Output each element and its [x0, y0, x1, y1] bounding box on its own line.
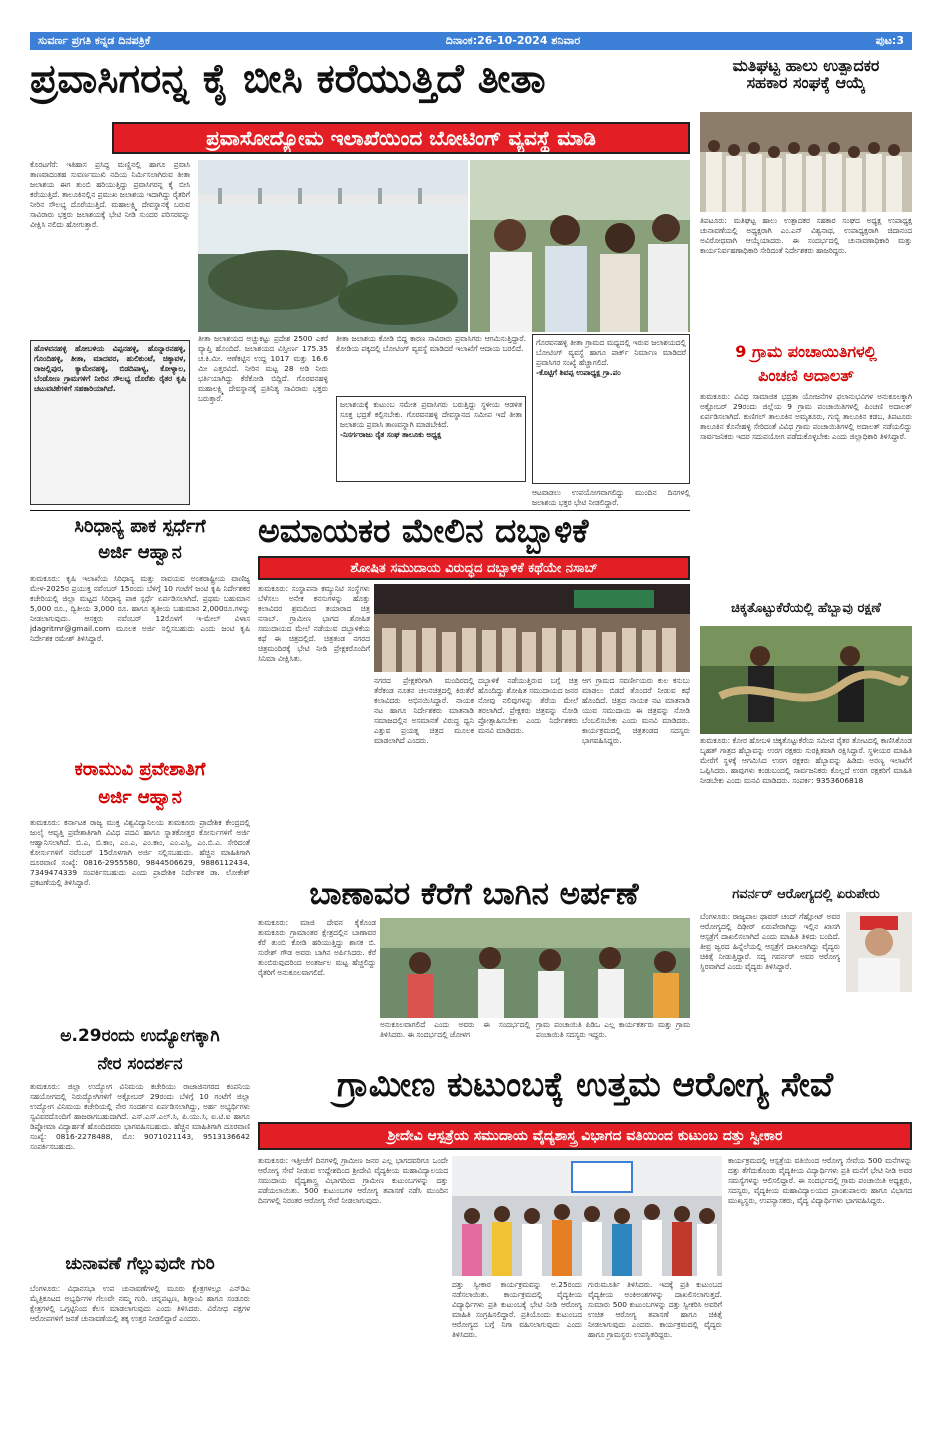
story2-headline-line2: ಸಹಕಾರ ಸಂಘಕ್ಕೆ ಆಯ್ಕೆ	[746, 72, 866, 92]
story3-body: ತುಮಕೂರು: ವಿವಿಧ ಸಾಮಾಜಿಕ ಭದ್ರತಾ ಯೋಜನೆಗಳ ಫಲಾನುಭವಿಗಳ ಅನುಕೂಲಕ್ಕಾಗಿ ಅಕ್ಟೋಬರ್ 29ರಂದು ಜಿಲ್ಲೆಯ 9 ಗ್ರಾಮ ಪಂಚಾಯಿತಿಗಳಲ್ಲಿ ಪಿಂಚಣಿ ಅದಾಲತ್ ಏರ್ಪಡಿಸಲಾಗಿದೆ. ಕುಣಿಗಲ್ ತಾಲೂಕಿನ ಅಮೃತೂರು, ಗುಬ್ಬಿ ತಾಲೂಕಿನ ಕಡಬ, ತಿಪಟೂರು ತಾಲೂಕಿನ ಕೊನೇಹಳ್ಳಿ ಸೇರಿದಂತೆ ವಿವಿಧ ಗ್ರಾಮ ಪಂಚಾಯಿತಿಗಳಲ್ಲಿ ಅದಾಲತ್ ನಡೆಯಲಿದ್ದು ಸಾರ್ವಜನಿಕರು ಇದರ ಸದುಪಯೋಗ ಪಡೆದುಕೊಳ್ಳಬೇಕು ಎಂದು ಜಿಲ್ಲಾಧಿಕಾರಿ ತಿಳಿಸಿದ್ದಾರೆ.	[700, 392, 912, 441]
hospital-adoption-photo	[452, 1156, 722, 1276]
story1-col1: ಕೊರಟಗೆರೆ: ಇತಿಹಾಸ ಪ್ರಸಿದ್ದ ಮಣ್ಣಿನಲ್ಲಿ ಹಾಗೂ ಪ್ರವಾಸಿ ತಾಣವಾದಂತಹ ಸುವರ್ಣಮುಖಿ ನದಿಯ ನಿರ್ಮಿಸಲಾಗಿರುವ ತೀತಾ ಜಲಾಶಯ ಈಗ ತುಂಬಿ ಹರಿಯುತ್ತಿದ್ದು ಪ್ರವಾಸಿಗರನ್ನ ಕೈ ಬೀಸಿ ಕರೆಯುತ್ತಿದೆ. ತಾಲೂಕಿನಲ್ಲಿನ ಪ್ರಮುಖ ಜಲಾಶಯ ಇದಾಗಿದ್ದು ರೈತರಿಗೆ ನೀರಿನ ಸೌಲಭ್ಯ ದೊರೆಯುತ್ತಿದೆ. ಮಹಾಲಕ್ಷ್ಮಿ ದೇವಸ್ಥಾನಕ್ಕೆ ಬರುವ ಸಾವಿರಾರು ಭಕ್ತರು ಜಲಾಶಯಕ್ಕೆ ಭೇಟಿ ನೀಡಿ ಸುಂದರ ಪರಿಸರವನ್ನು ವೀಕ್ಷಿಸಿ ನಲಿದು ಹೋಗುತ್ತಾರೆ.	[30, 160, 190, 229]
masthead	[30, 32, 912, 50]
governor-photo	[846, 912, 912, 992]
story2-headline	[700, 58, 912, 108]
paper-name: ಸುವರ್ಣ ಪ್ರಗತಿ ಕನ್ನಡ ದಿನಪತ್ರಿಕೆ	[38, 34, 151, 47]
story1-col4: ಆಟವಾಡಲು ಉಪಯೋಗವಾಗಲಿದ್ದು ಮುಂದಿನ ದಿನಗಳಲ್ಲಿ ಜಲಾಶಯ ಭಕ್ತರ ಭೇಟಿ ನೀಡಲಿದ್ದಾರೆ.	[532, 488, 690, 507]
story11-col2: ಅನುಕೂಲವಾಗಲಿದೆ ಎಂದು ಅವರು ಈ ಸಂದರ್ಭದಲ್ಲಿ ತಿಳಿಸಿದರು. ಈ ಸಂದರ್ಭದಲ್ಲಿ ಜೋಳಗ	[380, 1020, 530, 1039]
story12-col4: ಕಾರ್ಯಕ್ರಮದಲ್ಲಿ ಆಸ್ಪತ್ರೆಯ ವತಿಯಿಂದ ಆರೋಗ್ಯ ಸೇವೆಯ 500 ಮನೆಗಳನ್ನು ದತ್ತು ತೆಗೆದುಕೊಂಡು ವೈದ್ಯಕೀಯ ವಿದ್ಯಾರ್ಥಿಗಳು ಪ್ರತಿ ಮನೆಗೆ ಭೇಟಿ ನೀಡಿ ಅವರ ಸಮಸ್ಯೆಗಳನ್ನು ಆಲಿಸಲಿದ್ದಾರೆ. ಈ ಸಂದರ್ಭದಲ್ಲಿ ಗ್ರಾಮ ಪಂಚಾಯಿತಿ ಅಧ್ಯಕ್ಷರು, ಸದಸ್ಯರು, ವೈದ್ಯಕೀಯ ಮಹಾವಿದ್ಯಾಲಯದ ಪ್ರಾಂಶುಪಾಲರು ಹಾಗೂ ವಿಭಾಗದ ಮುಖ್ಯಸ್ಥರು, ಉಪನ್ಯಾಸಕರು, ವೈದ್ಯ ವಿದ್ಯಾರ್ಥಿಗಳು ಭಾಗವಹಿಸಿದ್ದರು.	[728, 1156, 912, 1205]
story11-headline: ಬಾಣಾವರ ಕೆರೆಗೆ ಬಾಗಿನ ಅರ್ಪಣೆ	[309, 878, 639, 912]
story4-headline	[30, 514, 250, 570]
story3-headline	[700, 340, 912, 390]
story11-col1: ತುಮಕೂರು: ಮಾಜಿ ದೇವನ ಕೈಕೊಂಡ ತುಮಕೂರು ಗ್ರಾಮಾಂತರ ಕ್ಷೇತ್ರದಲ್ಲಿನ ಬಾಣಾವರ ಕೆರೆ ತುಂಬಿ ಕೋಡಿ ಹರಿಯುತ್ತಿದ್ದು ಶಾಸಕ ಬಿ. ಸುರೇಶ್ ಗೌಡ ಅವರು ಬಾಗಿನ ಅರ್ಪಿಸಿದರು. ಕೆರೆ ತುಂಬಿರುವುದರಿಂದ ಅಂತರ್ಜಲ ಮಟ್ಟ ಹೆಚ್ಚಲಿದ್ದು ರೈತರಿಗೆ ಅನುಕೂಲವಾಗಲಿದೆ.	[258, 918, 376, 977]
story11-col3: ಗ್ರಾಮ ಪಂಚಾಯಿತಿ ಪಿಡಿಒ ಎಲ್ಲ ಕಾರ್ಯಕರ್ತರು ಮತ್ತು ಗ್ರಾಮ ಪಂಚಾಯಿತಿ ಸದಸ್ಯರು ಇದ್ದರು.	[536, 1020, 690, 1039]
story7-body: ಬೆಂಗಳೂರು: ವಿಧಾನಸಭಾ ಉಪ ಚುನಾವಣೆಗಳಲ್ಲಿ ಮೂರು ಕ್ಷೇತ್ರಗಳಲ್ಲೂ ಎನ್‌ಡಿಎ ಮೈತ್ರಿಕೂಟದ ಅಭ್ಯರ್ಥಿಗಳ ಗೆಲುವೇ ನಮ್ಮ ಗುರಿ. ಚನ್ನಪಟ್ಟಣ, ಶಿಗ್ಗಾಂವಿ ಹಾಗೂ ಸಂಡೂರು ಕ್ಷೇತ್ರಗಳಲ್ಲಿ ಒಗ್ಗಟ್ಟಿನಿಂದ ಕೆಲಸ ಮಾಡಲಾಗುವುದು ಎಂದು ತಿಳಿಸಿದರು. ವಿರೋಧ ಪಕ್ಷಗಳ ಆರೋಪಗಳಿಗೆ ಜನತೆ ಚುನಾವಣೆಯಲ್ಲಿ ತಕ್ಕ ಉತ್ತರ ನೀಡಲಿದ್ದಾರೆ ಎಂದರು.	[30, 1284, 250, 1323]
dam-photo	[198, 160, 468, 332]
story3-headline-line1: 9 ಗ್ರಾಮ ಪಂಚಾಯಿತಿಗಳಲ್ಲಿ	[735, 342, 877, 361]
story12-banner: ಶ್ರೀದೇವಿ ಆಸ್ಪತ್ರೆಯ ಸಮುದಾಯ ವೈದ್ಯಶಾಸ್ತ್ರ ವಿಭಾಗದ ವತಿಯಿಂದ ಕುಟುಂಬ ದತ್ತು ಸ್ವೀಕಾರ	[258, 1122, 912, 1150]
story5-headline-line2: ಅರ್ಜಿ ಆಹ್ವಾನ	[98, 787, 182, 808]
story1-banner: ಪ್ರವಾಸೋದ್ಯೋಮ ಇಲಾಖೆಯಿಂದ ಬೋಟಿಂಗ್ ವ್ಯವಸ್ಥೆ ಮಾಡಿ	[112, 122, 690, 154]
python-rescue-photo	[700, 626, 912, 734]
story5-body: ತುಮಕೂರು: ಕರ್ನಾಟಕ ರಾಜ್ಯ ಮುಕ್ತ ವಿಶ್ವವಿದ್ಯಾನಿಲಯ ತುಮಕೂರು ಪ್ರಾದೇಶಿಕ ಕೇಂದ್ರದಲ್ಲಿ ಜುಲೈ ಆವೃತ್ತಿ ಪ್ರವೇಶಾತಿಗಾಗಿ ವಿವಿಧ ಪದವಿ ಹಾಗೂ ಸ್ನಾತಕೋತ್ತರ ಕೋರ್ಸುಗಳಿಗೆ ಅರ್ಜಿ ಆಹ್ವಾನಿಸಲಾಗಿದೆ. ಬಿ.ಎ, ಬಿ.ಕಾಂ, ಎಂ.ಎ, ಎಂ.ಕಾಂ, ಎಂ.ಎಸ್ಸಿ, ಎಂ.ಬಿ.ಎ. ಸೇರಿದಂತೆ ಕೋರ್ಸುಗಳಿಗೆ ನವೆಂಬರ್ 15ರೊಳಗಾಗಿ ಅರ್ಜಿ ಸಲ್ಲಿಸಬಹುದು. ಹೆಚ್ಚಿನ ಮಾಹಿತಿಗಾಗಿ ದೂರವಾಣಿ ಸಂಖ್ಯೆ: 0816-2955580, 9844506629, 9886112434, 7349474339 ಸಂಪರ್ಕಿಸಬಹುದು ಎಂದು ಪ್ರಾದೇಶಿಕ ನಿರ್ದೇಶಕ ಡಾ. ಲೋಕೇಶ್ ಪ್ರಕಟಣೆಯಲ್ಲಿ ತಿಳಿಸಿದ್ದಾರೆ.	[30, 818, 250, 887]
story8-col4: ಆಗ ಗ್ರಾಮದ ಸವರ್ಣೀಯರು ಕುಲ ಕಸುಬು ಮಾಡಲು ಬಿಡದೆ ತೊಂದರೆ ನೀಡುವ ಕಥೆ ಹೊಂದಿದೆ. ಚಿತ್ರದ ನಾಯಕ ನಟ ಮಾತನಾಡಿ ಯುವ ಸಮುದಾಯ ಈ ಚಿತ್ರವನ್ನು ನೋಡಿ ಬೆಂಬಲಿಸಬೇಕು ಎಂದು ಮನವಿ ಮಾಡಿದರು. ಕಾರ್ಯಕ್ರಮದಲ್ಲಿ ಚಿತ್ರತಂಡದ ಸದಸ್ಯರು ಭಾಗವಹಿಸಿದ್ದರು.	[582, 676, 690, 745]
story8-headline: ಅಮಾಯಕರ ಮೇಲಿನ ದಬ್ಬಾಳಿಕೆ	[258, 514, 589, 550]
issue-date: ದಿನಾಂಕ:26-10-2024 ಶನಿವಾರ	[445, 34, 581, 47]
story9-body: ತುಮಕೂರು: ಕೋರ ಹೋಬಳಿ ಚಿಕ್ಕತೊಟ್ಟುಕೆರೆಯ ಸಮೀಪ ರೈತರ ತೋಟದಲ್ಲಿ ಕಾಣಿಸಿಕೊಂಡ ಬೃಹತ್ ಗಾತ್ರದ ಹೆಬ್ಬಾವನ್ನು ಉರಗ ರಕ್ಷಕರು ಸುರಕ್ಷಿತವಾಗಿ ರಕ್ಷಿಸಿದ್ದಾರೆ. ಸ್ಥಳೀಯರ ಮಾಹಿತಿ ಮೇರೆಗೆ ಸ್ಥಳಕ್ಕೆ ಆಗಮಿಸಿದ ಉರಗ ರಕ್ಷಕರು ಹೆಬ್ಬಾವನ್ನು ಹಿಡಿದು ಅರಣ್ಯ ಇಲಾಖೆಗೆ ಒಪ್ಪಿಸಿದರು. ಹಾವುಗಳು ಕಂಡುಬಂದಲ್ಲಿ ಸಾರ್ವಜನಿಕರು ಕೊಲ್ಲದೆ ಉರಗ ರಕ್ಷಕರಿಗೆ ಮಾಹಿತಿ ನೀಡಬೇಕು ಎಂದು ಮನವಿ ಮಾಡಿದರು. ಸಂಪರ್ಕ: 9353606818	[700, 736, 912, 785]
story2-body: ತಿಪಟೂರು: ಮತಿಘಟ್ಟ ಹಾಲು ಉತ್ಪಾದಕರ ಸಹಕಾರ ಸಂಘದ ಅಧ್ಯಕ್ಷ ಉಪಾಧ್ಯಕ್ಷ ಚುನಾವಣೆಯಲ್ಲಿ ಅಧ್ಯಕ್ಷರಾಗಿ ಎಂ.ಎನ್ ವಿಶ್ವನಾಥ, ಉಪಾಧ್ಯಕ್ಷರಾಗಿ ಚಿದಾನಂದ ಅವಿರೋಧವಾಗಿ ಆಯ್ಕೆಯಾದರು. ಈ ಸಂದರ್ಭದಲ್ಲಿ ಚುನಾವಣಾಧಿಕಾರಿ ಮತ್ತು ಕಾರ್ಯನಿರ್ವಹಣಾಧಿಕಾರಿ ಸೇರಿದಂತೆ ನಿರ್ದೇಶಕರು ಹಾಜರಿದ್ದರು.	[700, 216, 912, 255]
story1-col3: ತೀತಾ ಜಲಾಶಯ ಕೋಡಿ ಬಿದ್ದ ಕಾರಣ ಸಾವಿರಾರು ಪ್ರವಾಸಿಗರು ಆಗಮಿಸುತ್ತಿದ್ದಾರೆ. ಕೋಡಿಯ ಪಕ್ಕದಲ್ಲಿ ಬೋಟಿಂಗ್ ವ್ಯವಸ್ಥೆ ಮಾಡಿದರೆ ಇಲಾಖೆಗೆ ಆದಾಯ ಬರಲಿದೆ.	[336, 334, 526, 353]
bagina-ceremony-photo	[380, 918, 690, 1018]
story6-headline-line1: ಅ.29ರಂದು ಉದ್ಯೋಗಕ್ಕಾಗಿ	[60, 1026, 220, 1046]
story8-banner: ಶೋಷಿತ ಸಮುದಾಯ ವಿರುದ್ಧದ ದಬ್ಬಾಳಿಕೆ ಕಥೆಯೇ ನಸಾಬ್	[258, 556, 690, 580]
story2-headline-line1: ಮತಿಘಟ್ಟ ಹಾಲು ಉತ್ಪಾದಕರ	[732, 58, 880, 75]
story12-headline: ಗ್ರಾಮೀಣ ಕುಟುಂಬಕ್ಕೆ ಉತ್ತಮ ಆರೋಗ್ಯ ಸೇವೆ	[336, 1068, 834, 1105]
rule	[30, 510, 690, 511]
story1-col4-signature: -ಕೊಟ್ಟಿಗೆ ಶಿವಪ್ಪ ಉಪಾಧ್ಯಕ್ಷ ಗ್ರಾ.ಪಂ	[536, 368, 621, 377]
story6-headline-line2: ನೇರ ಸಂದರ್ಶನ	[97, 1054, 183, 1074]
story4-body: ತುಮಕೂರು: ಕೃಷಿ ಇಲಾಖೆಯ ಸಿರಿಧಾನ್ಯ ಮತ್ತು ಸಾವಯವ ಅಂತರಾಷ್ಟ್ರೀಯ ವಾಣಿಜ್ಯ ಮೇಳ-2025ರ ಪ್ರಯುಕ್ತ ನವೆಂಬರ್ 15ರಂದು ಬೆಳಿಗ್ಗೆ 10 ಗಂಟೆಗೆ ಜಂಟಿ ಕೃಷಿ ನಿರ್ದೇಶಕರ ಕಚೇರಿಯಲ್ಲಿ ಜಿಲ್ಲಾ ಮಟ್ಟದ ಸಿರಿಧಾನ್ಯ ಪಾಕ ಸ್ಪರ್ಧೆ ಏರ್ಪಡಿಸಲಾಗಿದೆ. ಪ್ರಥಮ ಬಹುಮಾನ 5,000 ರೂ., ದ್ವಿತೀಯ 3,000 ರೂ. ಹಾಗೂ ತೃತೀಯ ಬಹುಮಾನ 2,000ರೂ.ಗಳನ್ನು ನೀಡಲಾಗುವುದು. ಆಸಕ್ತರು ನವೆಂಬರ್ 12ರೊಳಗೆ ಇ-ಮೇಲ್ ವಿಳಾಸ jdagritmr@gmail.com ಮೂಲಕ ಅರ್ಜಿ ಸಲ್ಲಿಸಬಹುದು ಎಂದು ಜಂಟಿ ಕೃಷಿ ನಿರ್ದೇಶಕ ರಮೇಶ್ ತಿಳಿಸಿದ್ದಾರೆ.	[30, 574, 250, 643]
milk-society-group-photo	[700, 112, 912, 212]
page-number: ಪುಟ:3	[875, 34, 904, 47]
story4-headline-line1: ಸಿರಿಧಾನ್ಯ ಪಾಕ ಸ್ಪರ್ಧೆಗೆ	[74, 516, 206, 537]
story7-headline: ಚುನಾವಣೆ ಗೆಲ್ಲುವುದೇ ಗುರಿ	[65, 1256, 215, 1274]
officials-photo	[470, 160, 690, 332]
story1-farmer-quote-box	[336, 396, 526, 482]
story10-body: ಬೆಂಗಳೂರು: ರಾಜ್ಯಪಾಲ ಥಾವರ್ ಚಂದ್ ಗೆಹ್ಲೋಟ್ ಅವರ ಆರೋಗ್ಯದಲ್ಲಿ ದಿಢೀರ್ ಏರುಪೇರಾಗಿದ್ದು ಇಲ್ಲಿನ ಖಾಸಗಿ ಆಸ್ಪತ್ರೆಗೆ ದಾಖಲಿಸಲಾಗಿದೆ ಎಂದು ಮಾಹಿತಿ ತಿಳಿದು ಬಂದಿದೆ. ತೀವ್ರ ಜ್ವರದ ಹಿನ್ನೆಲೆಯಲ್ಲಿ ಆಸ್ಪತ್ರೆಗೆ ದಾಖಲಾಗಿದ್ದು ವೈದ್ಯರು ಚಿಕಿತ್ಸೆ ನೀಡುತ್ತಿದ್ದಾರೆ. ಸದ್ಯ ಗವರ್ನರ್ ಅವರ ಆರೋಗ್ಯ ಸ್ಥಿರವಾಗಿದೆ ಎಂದು ವೈದ್ಯರು ತಿಳಿಸಿದ್ದಾರೆ.	[700, 912, 840, 971]
story5-headline-line1: ಕರಾಮುವಿ ಪ್ರವೇಶಾತಿಗೆ	[74, 759, 206, 780]
story8-col1: ತುಮಕೂರು: ಸಂಸ್ಥಾಪನಾ ಕಮ್ಯುನಿಟಿ ಸಂಸ್ಥೆಗಳು ಬೆಳೆಸಲು ಅನೇಕ ಕನಸುಗಳನ್ನು ಹೊತ್ತು ಕಲಾವಿದರ ಶ್ರಮದಿಂದ ತಯಾರಾದ ಚಿತ್ರ ನಸಾಬ್. ಗ್ರಾಮೀಣ ಭಾಗದ ಶೋಷಿತ ಸಮುದಾಯದ ಮೇಲೆ ನಡೆಯುವ ದಬ್ಬಾಳಿಕೆಯ ಕಥೆ ಈ ಚಿತ್ರದಲ್ಲಿದೆ. ಚಿತ್ರತಂಡ ನಗರದ ಚಿತ್ರಮಂದಿರಕ್ಕೆ ಭೇಟಿ ನೀಡಿ ಪ್ರೇಕ್ಷಕರೊಂದಿಗೆ ಸಿನಿಮಾ ವೀಕ್ಷಿಸಿತು.	[258, 584, 370, 663]
story10-headline: ಗವರ್ನರ್ ಆರೋಗ್ಯದಲ್ಲಿ ಏರುಪೇರು	[732, 888, 880, 902]
story12-col1: ತುಮಕೂರು: ಇತ್ತೀಚೆಗೆ ದಿನಗಳಲ್ಲಿ ಗ್ರಾಮೀಣ ಜನರ ಎಲ್ಲ ಭಾಗದವರಿಗೂ ಒಂದೇ ಆರೋಗ್ಯ ಸೇವೆ ನೀಡುವ ಉದ್ದೇಶದಿಂದ ಶ್ರೀದೇವಿ ವೈದ್ಯಕೀಯ ಮಹಾವಿದ್ಯಾಲಯದ ಸಮುದಾಯ ವೈದ್ಯಶಾಸ್ತ್ರ ವಿಭಾಗದಿಂದ ಗ್ರಾಮೀಣ ಕುಟುಂಬಗಳನ್ನು ದತ್ತು ಪಡೆಯಲಾಯಿತು. 500 ಕುಟುಂಬಗಳ ಆರೋಗ್ಯ ತಪಾಸಣೆ ನಡೆಸಿ ಮುಂದಿನ ದಿನಗಳಲ್ಲಿ ನಿರಂತರ ಆರೋಗ್ಯ ಸೇವೆ ನೀಡಲಾಗುವುದು.	[258, 1156, 448, 1205]
story12-col2: ದತ್ತು ಸ್ವೀಕಾರ ಕಾರ್ಯಕ್ರಮವನ್ನು ಅ.25ರಂದು ನಡೆಸಲಾಯಿತು. ಕಾರ್ಯಕ್ರಮದಲ್ಲಿ ವೈದ್ಯಕೀಯ ವಿದ್ಯಾರ್ಥಿಗಳು ಪ್ರತಿ ಕುಟುಂಬಕ್ಕೆ ಭೇಟಿ ನೀಡಿ ಆರೋಗ್ಯ ಮಾಹಿತಿ ಸಂಗ್ರಹಿಸಲಿದ್ದಾರೆ. ಪ್ರತಿಯೊಂದು ಕುಟುಂಬದ ಆರೋಗ್ಯದ ಬಗ್ಗೆ ನಿಗಾ ವಹಿಸಲಾಗುವುದು ಎಂದು ತಿಳಿಸಿದರು.	[452, 1280, 582, 1339]
story8-col3: ದಬ್ಬಾಳಿಕೆ ನಡೆಯುತ್ತಿರುವ ಬಗ್ಗೆ ಚಿತ್ರ ಹೊಂದಿದ್ದು ಶೋಷಿತ ಸಮುದಾಯದ ಜನರ ನೋವು ನಲಿವುಗಳನ್ನು ತೆರೆಯ ಮೇಲೆ ತರಲಾಗಿದೆ. ಪ್ರೇಕ್ಷಕರು ಚಿತ್ರವನ್ನು ನೋಡಿ ಪ್ರೋತ್ಸಾಹಿಸಬೇಕು ಎಂದು ನಿರ್ದೇಶಕರು ಮನವಿ ಮಾಡಿದರು.	[478, 676, 578, 735]
story1-col3-box-text: ಜಲಾಶಯಕ್ಕೆ ಕುಟುಂಬ ಸಮೇತ ಪ್ರವಾಸಿಗರು ಬರುತ್ತಿದ್ದು ಸ್ಥಳೀಯ ಆಡಳಿತ ಸೂಕ್ತ ಭದ್ರತೆ ಕಲ್ಪಿಸಬೇಕು. ಗೊರವನಹಳ್ಳಿ ದೇವಸ್ಥಾನದ ಸಮೀಪ ಇದೆ ತೀತಾ ಜಲಾಶಯ ಪ್ರವಾಸಿ ತಾಣವನ್ನಾಗಿ ಮಾಡಬೇಕಿದೆ.	[340, 400, 522, 429]
story1-col2: ತೀತಾ ಜಲಾಶಯದ ಅಚ್ಚುಕಟ್ಟು ಪ್ರದೇಶ 2500 ಎಕರೆ ವ್ಯಾಪ್ತಿ ಹೊಂದಿದೆ. ಜಲಾಶಯದ ವಿಸ್ತೀರ್ಣ 175.35 ಚ.ಕಿ.ಮೀ. ಆಣೆಕಟ್ಟಿನ ಉದ್ದ 1017 ಮತ್ತು 16.6 ಮೀ ಎತ್ತರವಿದೆ. ನೀರಿನ ಮಟ್ಟ 28 ಅಡಿ ನೀರು ಭರ್ತಿಯಾಗಿದ್ದು ಕೆರೆಕೋಡಿ ಬಿದ್ದಿದೆ. ಗೊರವನಹಳ್ಳಿ ಮಹಾಲಕ್ಷ್ಮಿ ದೇವಸ್ಥಾನಕ್ಕೆ ಪ್ರತಿನಿತ್ಯ ಸಾವಿರಾರು ಭಕ್ತರು ಬರುತ್ತಾರೆ.	[198, 334, 328, 403]
story1-headline: ಪ್ರವಾಸಿಗರನ್ನ ಕೈ ಬೀಸಿ ಕರೆಯುತ್ತಿದೆ ತೀತಾ	[30, 58, 546, 102]
story5-headline	[30, 756, 250, 814]
film-team-photo	[374, 584, 690, 672]
story4-headline-line2: ಅರ್ಜಿ ಆಹ್ವಾನ	[98, 542, 182, 563]
story1-col3-signature: -ನಿಸರ್ಗರಾಜು ರೈತ ಸಂಘ ತಾಲೂಕು ಅಧ್ಯಕ್ಷ	[340, 430, 442, 439]
story3-headline-line2: ಪಿಂಚಣಿ ಅದಾಲತ್	[758, 366, 854, 385]
story1-villages-box: ಹೊಳವನಹಳ್ಳಿ ಹೋಬಳಿಯ ವಿಪ್ಪನಹಳ್ಳಿ, ಹೊನ್ನಾರನಹಳ್ಳಿ, ಗೊಂದಿಹಳ್ಳಿ, ತೀತಾ, ಮಾದವರ, ಹುಲಿಕುಂಟೆ, ಚಿಕ್ಕಾವಳ, ರಾಜಲ್ಲಿಪುರ, ಕ್ಯಾಮೇನಹಳ್ಳಿ, ಬಿಡದಿಪಾಳ್ಯ, ಕೋಳ್ಯಾಲ, ಬೆಂಡೋಣ ಗ್ರಾಮಗಳಿಗೆ ನೀರಿನ ಸೌಲಭ್ಯ ದೊರೆತು ರೈತರ ಕೃಷಿ ಚಟುವಟಿಕೆಗಳಿಗೆ ಸಹಕಾರಿಯಾಗಿದೆ.	[30, 340, 190, 505]
story6-body: ತುಮಕೂರು: ಜಿಲ್ಲಾ ಉದ್ಯೋಗ ವಿನಿಮಯ ಕಚೇರಿಯು ರಾಜಾಜಿನಗರದ ಕಂಪನಿಯ ಸಹಯೋಗದಲ್ಲಿ ನಿರುದ್ಯೋಗಿಗಳಿಗೆ ಅಕ್ಟೋಬರ್ 29ರಂದು ಬೆಳಿಗ್ಗೆ 10 ಗಂಟೆಗೆ ಜಿಲ್ಲಾ ಉದ್ಯೋಗ ವಿನಿಮಯ ಕಚೇರಿಯಲ್ಲಿ ನೇರ ಸಂದರ್ಶನ ಏರ್ಪಡಿಸಲಾಗಿದ್ದು, ಅರ್ಹ ಅಭ್ಯರ್ಥಿಗಳು ಸ್ವವಿವರದೊಂದಿಗೆ ಹಾಜರಾಗಬಹುದಾಗಿದೆ. ಎಸ್.ಎಸ್.ಎಲ್.ಸಿ, ಪಿ.ಯು.ಸಿ, ಐ.ಟಿ.ಐ ಹಾಗೂ ಡಿಪ್ಲೋಮಾ ವಿದ್ಯಾರ್ಹತೆ ಹೊಂದಿದವರು ಭಾಗವಹಿಸಬಹುದು. ಹೆಚ್ಚಿನ ಮಾಹಿತಿಗಾಗಿ ದೂರವಾಣಿ ಸಂಖ್ಯೆ: 0816-2278488, ಮೊ: 9071021143, 9513136642 ಸಂಪರ್ಕಿಸಬಹುದು.	[30, 1082, 250, 1151]
story1-vice-president-box	[532, 334, 690, 484]
story12-col3: ಗುರುಮೂರ್ತಿ ತಿಳಿಸಿದರು. ಇದಕ್ಕೆ ಪ್ರತಿ ಕುಟುಂಬದ ವೈದ್ಯಕೀಯ ಅಂಕಿಅಂಶಗಳನ್ನು ದಾಖಲಿಸಲಾಗುತ್ತದೆ. ಸುಮಾರು 500 ಕುಟುಂಬಗಳನ್ನು ದತ್ತು ಸ್ವೀಕರಿಸಿ ಅವರಿಗೆ ಉಚಿತ ಆರೋಗ್ಯ ತಪಾಸಣೆ ಹಾಗೂ ಚಿಕಿತ್ಸೆ ನೀಡಲಾಗುವುದು ಎಂದರು. ಕಾರ್ಯಕ್ರಮದಲ್ಲಿ ವೈದ್ಯರು ಹಾಗೂ ಗ್ರಾಮಸ್ಥರು ಉಪಸ್ಥಿತರಿದ್ದರು.	[588, 1280, 722, 1339]
story8-col2: ನಗರದ ಪ್ರೇಕ್ಷಕರಿಗಾಗಿ ಮಂದಿರದಲ್ಲಿ ತೆರೆಕಂಡ ನೂತನ ಚಲನಚಿತ್ರದಲ್ಲಿ ಕಿರುತೆರೆ ಕಲಾವಿದರು ಅಭಿನಯಿಸಿದ್ದಾರೆ. ನಾಯಕ ನಟ ಹಾಗೂ ನಿರ್ದೇಶಕರು ಮಾತನಾಡಿ ಸಮಾಜದಲ್ಲಿನ ಅಸಮಾನತೆ ವಿರುದ್ಧ ಧ್ವನಿ ಎತ್ತುವ ಪ್ರಯತ್ನ ಚಿತ್ರದ ಮೂಲಕ ಮಾಡಲಾಗಿದೆ ಎಂದರು.	[374, 676, 474, 745]
story9-headline: ಚಿಕ್ಕತೊಟ್ಟುಕೆರೆಯಲ್ಲಿ ಹೆಬ್ಬಾವು ರಕ್ಷಣೆ	[731, 602, 881, 616]
story6-headline	[30, 1022, 250, 1080]
story1-col4-box-text: ಗೊರವನಹಳ್ಳಿ ತೀತಾ ಗ್ರಾಮದ ಮಧ್ಯದಲ್ಲಿ ಇರುವ ಜಲಾಶಯದಲ್ಲಿ ಬೋಟಿಂಗ್ ವ್ಯವಸ್ಥೆ ಹಾಗೂ ಪಾರ್ಕ್ ನಿರ್ಮಾಣ ಮಾಡಿದರೆ ಪ್ರವಾಸಿಗರ ಸಂಖ್ಯೆ ಹೆಚ್ಚಾಗಲಿದೆ.	[536, 338, 686, 367]
